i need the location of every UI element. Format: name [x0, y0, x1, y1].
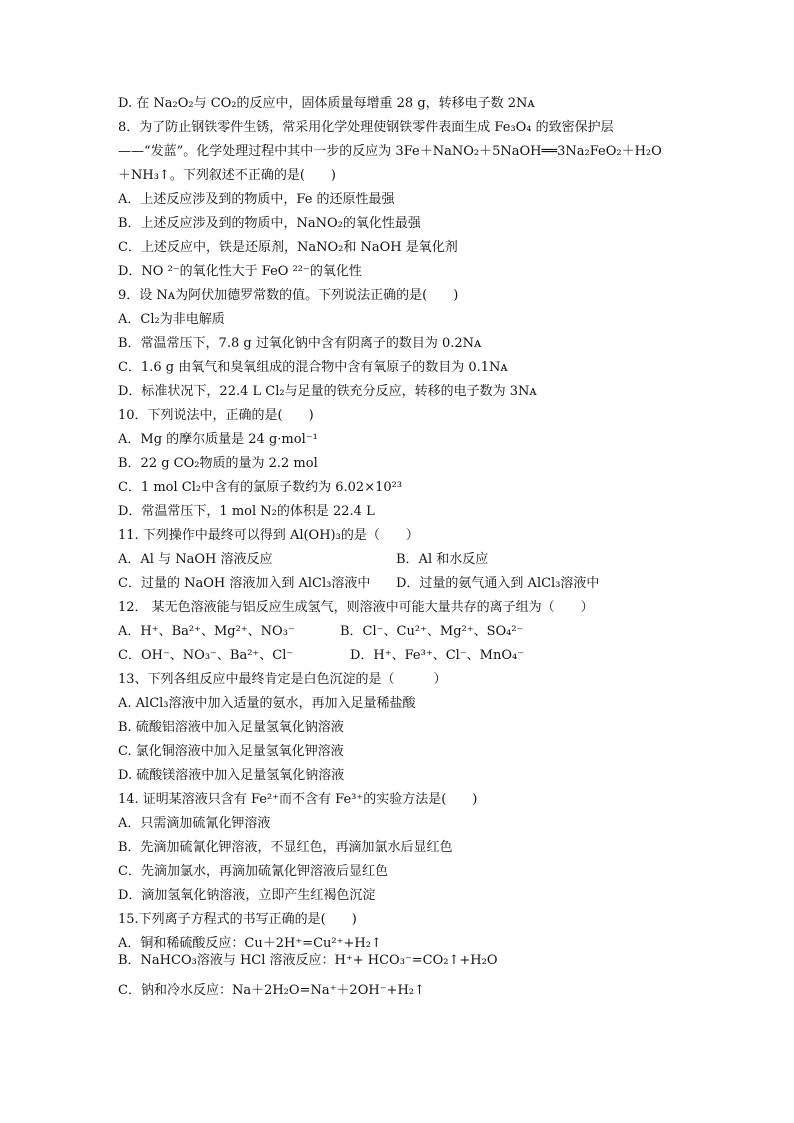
text-line: ＋NH₃↑。下列叙述不正确的是( ): [118, 168, 336, 183]
text-line: D．标准状况下，22.4 L Cl₂与足量的铁充分反应，转移的电子数为 3Nᴀ: [118, 384, 537, 399]
option: D．H⁺、Fe³⁺、Cl⁻、MnO₄⁻: [350, 648, 525, 663]
option-row: [118, 624, 690, 640]
text-line: C．钠和冷水反应：Na＋2H₂O=Na⁺＋2OH⁻+H₂↑: [118, 983, 425, 998]
text-line: C．先滴加氯水，再滴加硫氰化钾溶液后显红色: [118, 864, 388, 879]
text-line: 12． 某无色溶液能与铝反应生成氢气，则溶液中可能大量共存的离子组为（ ）: [118, 600, 594, 615]
text-line: B．22 g CO₂物质的量为 2.2 mol: [118, 456, 318, 471]
option-row: [118, 576, 690, 592]
text-line: A．上述反应涉及到的物质中，Fe 的还原性最强: [118, 192, 395, 207]
text-line: B. 硫酸铝溶液中加入足量氢氧化钠溶液: [118, 720, 344, 735]
text-line: 9．设 Nᴀ为阿伏加德罗常数的值。下列说法正确的是( ): [118, 288, 459, 303]
option-row: [118, 552, 690, 568]
text-line: A．Cl₂为非电解质: [118, 312, 225, 327]
text-line: B．先滴加硫氰化钾溶液，不显红色，再滴加氯水后显红色: [118, 840, 453, 855]
text-line: A．只需滴加硫氰化钾溶液: [118, 816, 271, 831]
text-line: 11. 下列操作中最终可以得到 Al(OH)₃的是（ ）: [118, 528, 419, 543]
text-line: C．1 mol Cl₂中含有的氯原子数约为 6.02×10²³: [118, 480, 403, 495]
option-row: [118, 648, 690, 664]
text-line: D．滴加氢氧化钠溶液，立即产生红褐色沉淀: [118, 888, 376, 903]
text-line: 13、下列各组反应中最终肯定是白色沉淀的是（ ）: [118, 672, 447, 687]
option: D．过量的氨气通入到 AlCl₃溶液中: [396, 576, 600, 591]
text-line: C. 氯化铜溶液中加入足量氢氧化钾溶液: [118, 744, 344, 759]
option: C．过量的 NaOH 溶液加入到 AlCl₃溶液中: [118, 576, 371, 591]
text-line: ——“发蓝”。化学处理过程中其中一步的反应为 3Fe＋NaNO₂＋5NaOH══3Na₂FeO₂＋H₂O: [118, 144, 662, 159]
text-line: D. 在 Na₂O₂与 CO₂的反应中，固体质量每增重 28 g，转移电子数 2Nᴀ: [118, 96, 535, 111]
text-line: A. AlCl₃溶液中加入适量的氨水，再加入足量稀盐酸: [118, 696, 416, 711]
text-line: A．Mg 的摩尔质量是 24 g·mol⁻¹: [118, 432, 318, 447]
option: B．Al 和水反应: [396, 552, 489, 567]
text-line: C．上述反应中，铁是还原剂，NaNO₂和 NaOH 是氧化剂: [118, 240, 458, 255]
text-line: B．常温常压下，7.8 g 过氧化钠中含有阴离子的数目为 0.2Nᴀ: [118, 336, 482, 351]
option: C．OH⁻、NO₃⁻、Ba²⁺、Cl⁻: [118, 648, 294, 663]
option: A．H⁺、Ba²⁺、Mg²⁺、NO₃⁻: [118, 624, 295, 639]
option: B．Cl⁻、Cu²⁺、Mg²⁺、SO₄²⁻: [340, 624, 524, 639]
text-line: 8．为了防止钢铁零件生锈，常采用化学处理使钢铁零件表面生成 Fe₃O₄ 的致密保护层: [118, 120, 614, 135]
option: A．Al 与 NaOH 溶液反应: [118, 552, 273, 567]
text-line: C．1.6 g 由氧气和臭氧组成的混合物中含有氧原子的数目为 0.1Nᴀ: [118, 360, 508, 375]
text-line: 14. 证明某溶液只含有 Fe²⁺而不含有 Fe³⁺的实验方法是( ): [118, 792, 478, 807]
text-line: B．NaHCO₃溶液与 HCl 溶液反应：H⁺+ HCO₃⁻=CO₂↑+H₂O: [118, 953, 498, 968]
text-line: D. 硫酸镁溶液中加入足量氢氧化钠溶液: [118, 768, 345, 783]
text-line: D．常温常压下，1 mol N₂的体积是 22.4 L: [118, 504, 375, 519]
text-line: 10．下列说法中，正确的是( ): [118, 408, 314, 423]
text-line: 15.下列离子方程式的书写正确的是( ): [118, 912, 357, 927]
exam-page: [118, 96, 690, 1007]
text-line: B．上述反应涉及到的物质中，NaNO₂的氧化性最强: [118, 216, 421, 231]
text-line: D．NO ²⁻的氧化性大于 FeO ²²⁻的氧化性: [118, 264, 362, 279]
text-line: A．铜和稀硫酸反应：Cu＋2H⁺=Cu²⁺+H₂↑: [118, 936, 382, 951]
